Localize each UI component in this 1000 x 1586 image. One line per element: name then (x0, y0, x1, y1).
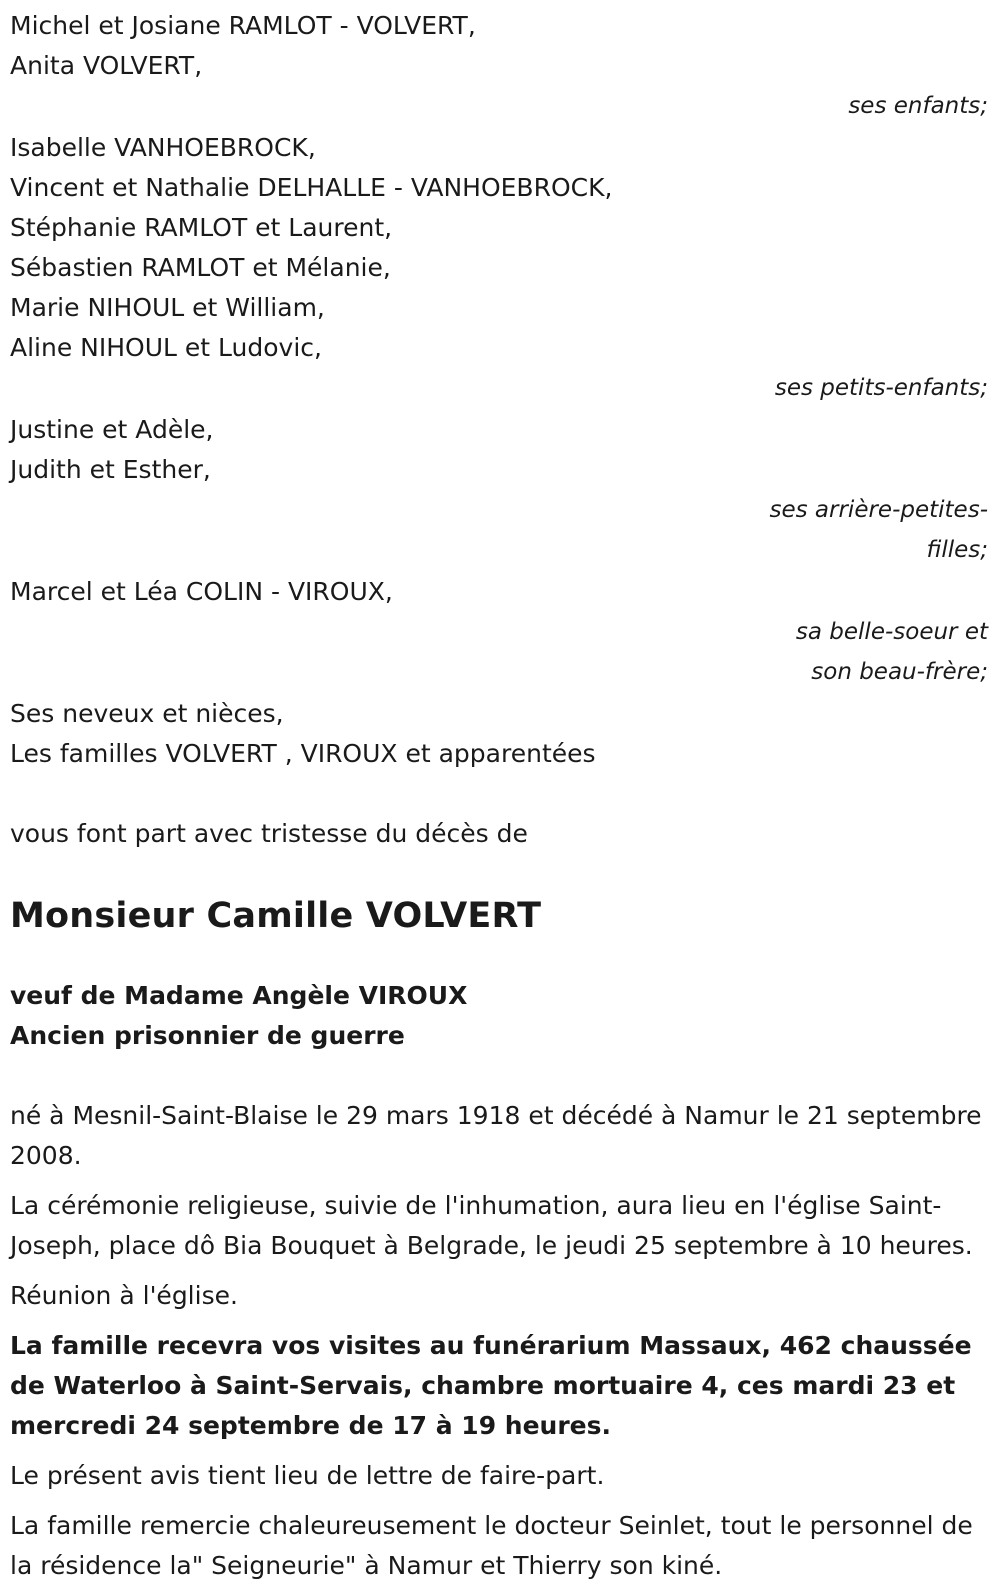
others-group (10, 694, 990, 774)
family-line: Ses neveux et nièces, (10, 699, 284, 728)
children-group (10, 6, 990, 126)
relation-label: ses arrière-petites- (769, 497, 988, 523)
family-line: Vincent et Nathalie DELHALLE - VANHOEBROCK, (10, 173, 613, 202)
visits-paragraph: La famille recevra vos visites au funérarium Massaux, 462 chaussée de Waterloo à Saint-Servais, chambre mortuaire 4, ces mardi 23 et mercredi 24 septembre de 17 à 19 heures. (10, 1331, 972, 1440)
details-section (10, 1096, 990, 1586)
family-line: Les familles VOLVERT , VIROUX et apparentées (10, 739, 596, 768)
family-line: Judith et Esther, (10, 455, 211, 484)
birth-death-paragraph: né à Mesnil-Saint-Blaise le 29 mars 1918 et décédé à Namur le 21 septembre 2008. (10, 1101, 982, 1170)
title-line: Ancien prisonnier de guerre (10, 1021, 405, 1050)
meeting-paragraph: Réunion à l'église. (10, 1281, 238, 1310)
family-line: Isabelle VANHOEBROCK, (10, 133, 316, 162)
relation-label: ses petits-enfants; (774, 375, 988, 401)
deceased-name: Monsieur Camille VOLVERT (10, 896, 542, 936)
family-line: Stéphanie RAMLOT et Laurent, (10, 213, 393, 242)
relation-label: sa belle-soeur et (795, 619, 988, 645)
family-line: Marcel et Léa COLIN - VIROUX, (10, 577, 393, 606)
deceased-titles (10, 976, 990, 1056)
family-line: Sébastien RAMLOT et Mélanie, (10, 253, 391, 282)
notice-paragraph: Le présent avis tient lieu de lettre de faire-part. (10, 1461, 605, 1490)
family-line: Michel et Josiane RAMLOT - VOLVERT, (10, 11, 476, 40)
family-line: Anita VOLVERT, (10, 51, 203, 80)
thanks-paragraph: La famille remercie chaleureusement le docteur Seinlet, tout le personnel de la résidence la" Seigneurie" à Namur et Thierry son kiné. (10, 1511, 973, 1580)
relation-label: son beau-frère; (811, 659, 988, 685)
relation-label: ses enfants; (848, 93, 988, 119)
in-laws-group (10, 572, 990, 692)
great-grandchildren-group (10, 410, 990, 570)
family-line: Justine et Adèle, (10, 415, 214, 444)
ceremony-paragraph: La cérémonie religieuse, suivie de l'inhumation, aura lieu en l'église Saint-Joseph, place dô Bia Bouquet à Belgrade, le jeudi 25 septembre à 10 heures. (10, 1191, 973, 1260)
widower-line: veuf de Madame Angèle VIROUX (10, 981, 468, 1010)
family-line: Aline NIHOUL et Ludovic, (10, 333, 322, 362)
announcement-text: vous font part avec tristesse du décès de (10, 819, 528, 848)
family-line: Marie NIHOUL et William, (10, 293, 325, 322)
grandchildren-group (10, 128, 990, 408)
relation-label: filles; (926, 537, 988, 563)
